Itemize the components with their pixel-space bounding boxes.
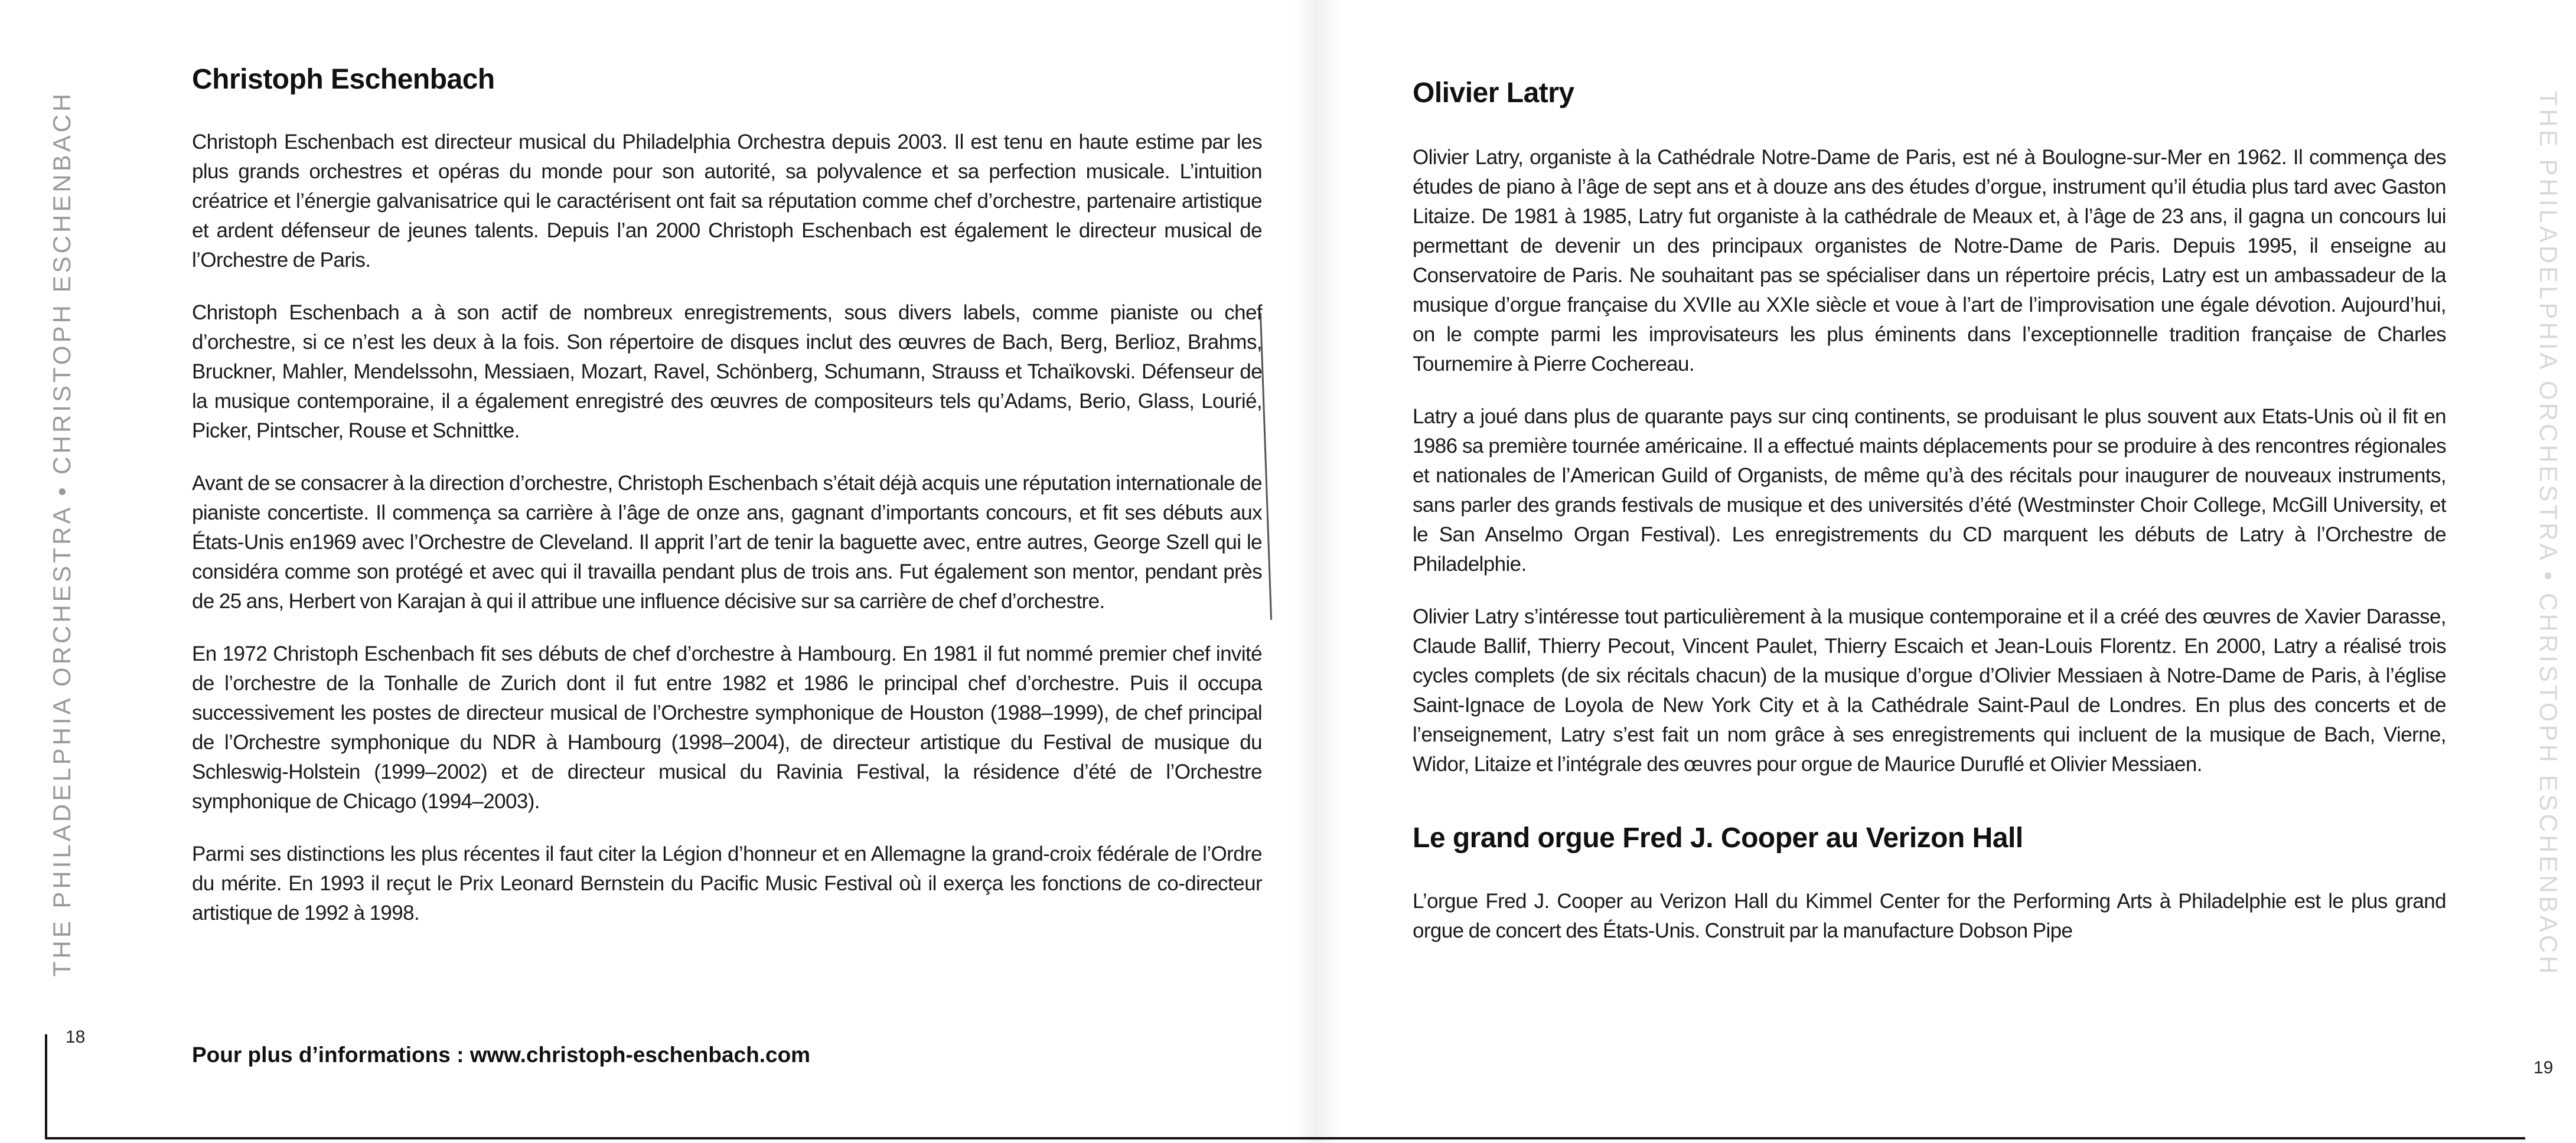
paragraph: Christoph Eschenbach est directeur musical du Philadelphia Orchestra depuis 2003. Il est tenu en haute estime par les plus grands orchestres et opéras du monde pour son autorité, sa polyvalence et sa perfection musicale. L’intuition créatrice et l’énergie galvanisatrice qui le caractérisent ont fait sa réputation comme chef d’orchestre, partenaire artistique et ardent défenseur de jeunes talents. Depuis l’an 2000 Christoph Eschenbach est également le directeur musical de l’Orchestre de Paris. (192, 130, 1262, 272)
section-heading-organ: Le grand orgue Fred J. Cooper au Verizon Hall (1413, 822, 2023, 854)
paragraph: En 1972 Christoph Eschenbach fit ses débuts de chef d’orchestre à Hambourg. En 1981 il fut nommé premier chef invité de l’orchestre de la Tonhalle de Zurich dont il fut entre 1982 et 1986 le principal chef d’orchestre. Puis il occupa successivement les postes de directeur musical de l’Orchestre symphonique de Houston (1988–1999), de chef principal de l’Orchestre symphonique du NDR à Hambourg (1998–2004), de directeur artistique du Festival de musique du Schleswig-Holstein (1999–2002) et de directeur musical du Ravinia Festival, la résidence d’été de l’Orchestre symphonique de Chicago (1994–2003). (192, 642, 1262, 813)
page-number-left: 18 (66, 1027, 86, 1047)
bottom-rule (45, 1137, 2525, 1139)
page-gutter (1293, 0, 1341, 1143)
section-heading-eschenbach: Christoph Eschenbach (192, 64, 495, 95)
paragraph: Latry a joué dans plus de quarante pays sur cinq continents, se produisant le plus souvent aux Etats-Unis où il fit en 1986 sa première tournée américaine. Il a effectué maints déplacements pour se produire à des rencontres régionales et nationales de l’American Guild of Organists, de même qu’à des récitals pour inaugurer de nouveaux instruments, sans parler des grands festivals de musique et des universités d’été (Westminster Choir College, McGill University, et le San Anselmo Organ Festival). Les enregistrements du CD marquent les débuts de Latry à l’Orchestre de Philadelphie. (1413, 405, 2446, 576)
footer-info-link: Pour plus d’informations : www.christoph-eschenbach.com (192, 1043, 811, 1067)
vertical-rule (45, 1034, 47, 1138)
paragraph: Christoph Eschenbach a à son actif de nombreux enregistrements, sous divers labels, comme pianiste ou chef d’orchestre, si ce n’est les deux à la fois. Son répertoire de disques inclut des œuvres de Bach, Berg, Berlioz, Brahms, Bruckner, Mahler, Mendelssohn, Messiaen, Mozart, Ravel, Schönberg, Schumann, Strauss et Tchaïkovski. Défenseur de la musique contemporaine, il a également enregistré des œuvres de compositeurs tels qu’Adams, Berio, Glass, Lourié, Picker, Pintscher, Rouse et Schnittke. (192, 301, 1262, 442)
paragraph: L’orgue Fred J. Cooper au Verizon Hall du Kimmel Center for the Performing Arts à Philadelphie est le plus grand orgue de concert des États-Unis. Construit par la manufacture Dobson Pipe (1413, 890, 2446, 942)
paragraph: Parmi ses distinctions les plus récentes il faut citer la Légion d’honneur et en Allemagne la grand-croix fédérale de l’Ordre du mérite. En 1993 il reçut le Prix Leonard Bernstein du Pacific Music Festival où il exerça les fonctions de co-directeur artistique de 1992 à 1998. (192, 842, 1262, 925)
paragraph: Olivier Latry, organiste à la Cathédrale Notre-Dame de Paris, est né à Boulogne-sur-Mer en 1962. Il commença des études de piano à l’âge de sept ans et à douze ans des études d’orgue, instrument qu’il étudia plus tard avec Gaston Litaize. De 1981 à 1985, Latry fut organiste à la cathédrale de Meaux et, à l’âge de 23 ans, il gagna un concours lui permettant de devenir un des principaux organistes de Notre-Dame de Paris. Depuis 1995, il enseigne au Conservatoire de Paris. Ne souhaitant pas se spécialiser dans un répertoire précis, Latry est un ambassadeur de la musique d’orgue française du XVIIe au XXIe siècle et voue à l’art de l’improvisation une égale dévotion. Aujourd’hui, on le compte parmi les improvisateurs les plus éminents dans l’exceptionnelle tradition française de Charles Tournemire à Pierre Cochereau. (1413, 146, 2446, 375)
paragraph: Avant de se consacrer à la direction d’orchestre, Christoph Eschenbach s’était déjà acquis une réputation internationale de pianiste concertiste. Il commença sa carrière à l’âge de onze ans, gagnant d’importants concours, et fit ses débuts aux États-Unis en1969 avec l’Orchestre de Cleveland. Il apprit l’art de tenir la baguette avec, entre autres, George Szell qui le considéra comme son protégé et avec qui il travailla pendant plus de trois ans. Fut également son mentor, pendant près de 25 ans, Herbert von Karajan à qui il attribue une influence décisive sur sa carrière de chef d’orchestre. (192, 472, 1262, 613)
left-page-content (192, 62, 1262, 951)
running-head-left: THE PHILADELPHIA ORCHESTRA • CHRISTOPH ESCHENBACH (48, 90, 76, 977)
running-head-right: THE PHILADELPHIA ORCHESTRA • CHRISTOPH ESCHENBACH (2535, 90, 2562, 977)
page-number-right: 19 (2533, 1058, 2554, 1077)
right-page-content (1413, 76, 2446, 969)
section-heading-latry: Olivier Latry (1413, 77, 1574, 109)
paragraph: Olivier Latry s’intéresse tout particulièrement à la musique contemporaine et il a créé des œuvres de Xavier Darasse, Claude Ballif, Thierry Pecout, Vincent Paulet, Thierry Escaich et Jean-Louis Florentz. En 2000, Latry a réalisé trois cycles complets (de six récitals chacun) de la musique d’orgue d’Olivier Messiaen à Notre-Dame de Paris, à l’église Saint-Ignace de Loyola de New York City et à la Cathédrale Saint-Paul de Londres. En plus des concerts et de l’enseignement, Latry s’est fait un nom grâce à ses enregistrements qui incluent de la musique de Bach, Vierne, Widor, Litaize et l’intégrale des œuvres pour orgue de Maurice Duruflé et Olivier Messiaen. (1413, 605, 2446, 776)
